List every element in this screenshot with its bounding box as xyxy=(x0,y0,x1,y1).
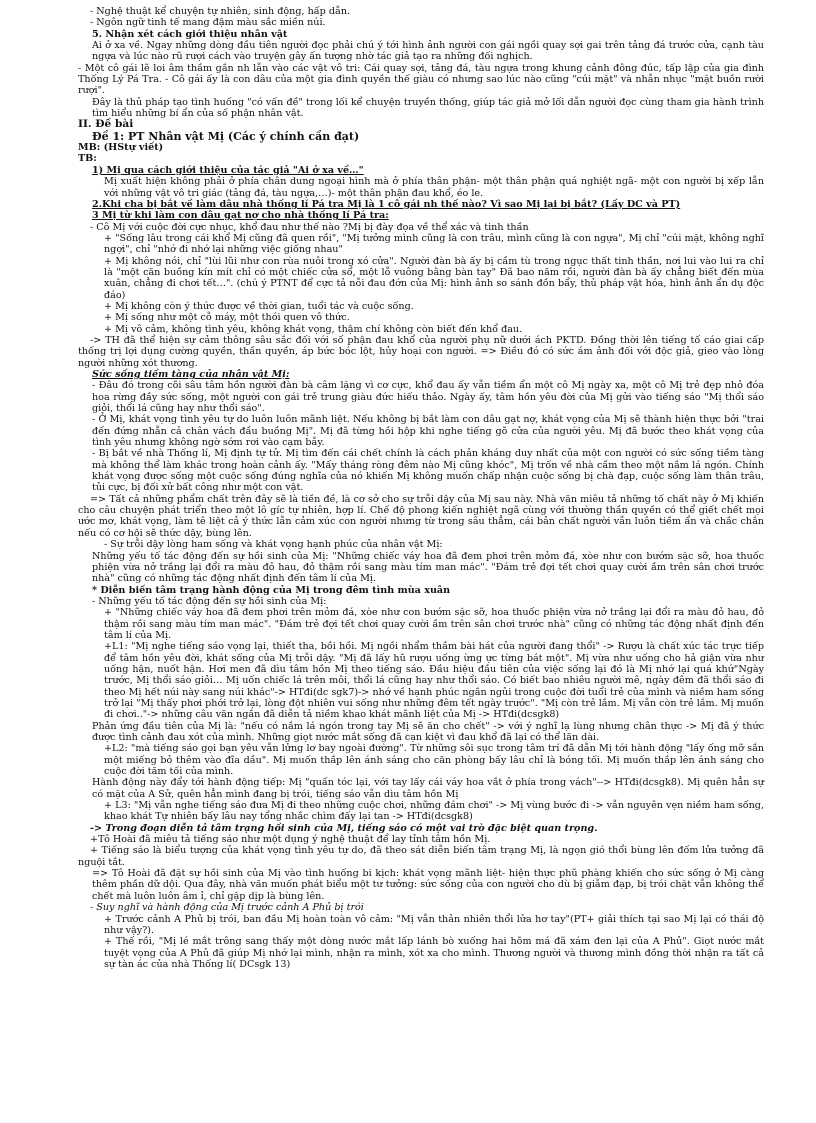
paragraph: - Sự trỗi dậy lòng ham sống và khát vọng hạnh phúc của nhân vật Mị: xyxy=(104,539,443,551)
paragraph: + Mị không còn ý thức được về thời gian, tuổi tác và cuộc sống. xyxy=(104,300,414,312)
paragraph: + Mị không nói, chỉ "lùi lũi như con rùa nuôi trong xó cửa". Người đàn bà ấy bị cầm tù trong ngục thất tinh thần, nơi lui vào lui ra chỉ là "một căn buồng kín mít chỉ có một chiếc cửa sổ, một lỗ vuông bằng bàn tay" Đã bao năm rồi, người đàn bà ấy chẳng biết đến mùa xuân, chẳng đi chơi tết…". (chú ý PTNT để cực tả nỗi đau đớn của Mị: hình ảnh so sánh đồn bẩy, thủ pháp vật hóa, hình ảnh ẩn dụ độc đáo) xyxy=(104,255,764,301)
paragraph: -> TH đã thể hiện sự cảm thông sâu sắc đối với số phận đau khổ của người phụ nữ dưới ách PKTD. Đồng thời lên tiếng tố cáo giai cấp thống trị lợi dụng cường quyền, thần quyền, áp bức bóc lột, hủy hoại con người. => Điều đó có sức ám ảnh đối với độc giả, gieo vào lòng người những xót thương. xyxy=(78,334,764,369)
paragraph: + Mị vô cảm, không tình yêu, không khát vọng, thậm chí không còn biết đến khổ đau. xyxy=(104,323,523,335)
paragraph: Đề 1: PT Nhân vật Mị (Các ý chính cần đạt) xyxy=(92,129,360,143)
paragraph: - Ngôn ngữ tinh tế mang đậm màu sắc miền núi. xyxy=(90,17,326,29)
paragraph: - Ở Mị, khát vọng tình yêu tự do luôn luôn mãnh liệt. Nếu không bị bắt làm con dâu gạt nợ, khát vọng của Mị sẽ thành hiện thực bởi "trai đến đứng nhẵn cả chân vách đầu buồng Mị". Mị đã từng hồi hộp khi nghe tiếng gõ cửa của người yêu. Mị đã bước theo khát vọng của tình yêu nhưng không ngờ sớm rơi vào cạm bẫy. xyxy=(92,414,764,449)
paragraph: - Bị bắt về nhà Thống lí, Mị định tự tử. Mị tìm đến cái chết chính là cách phản kháng duy nhất của một con người có sức sống tiềm tàng mà không thể làm khác trong hoàn cảnh ấy. "Mấy tháng ròng đêm nào Mị cũng khóc", Mị trốn về nhà cầm theo một nắm lá ngón. Chính khát vọng được sống một cuộc sống đúng nghĩa của nó khiến Mị không muốn chấp nhận cuộc sống bị chà đạp, cuộc sống làm thân trâu, tủi cực, bị đối xử bất công như một con vật. xyxy=(92,448,764,494)
paragraph: + Trước cảnh A Phủ bị trói, ban đầu Mị hoàn toàn vô cảm: "Mị vẫn thản nhiên thổi lửa hơ tay"(PT+ giải thích tại sao Mị lại có thái độ như vậy?). xyxy=(104,913,764,936)
paragraph: => Tất cả những phẩm chất trên đây sẽ là tiền đề, là cơ sở cho sự trỗi dậy của Mị sau này. Nhà văn miêu tả những tố chất này ở Mị khiến cho câu chuyện phát triển theo một lô gíc tự nhiên, hợp lí. Chế độ phong kiến nghiệt ngã cùng với thường thần quyền có thể giết chết mọi ước mơ, khát vọng, làm tê liệt cả ý thức lẫn cảm xúc con người nhưng từ trong sâu thẳm, cái bản chất người vẫn luôn tiềm ẩn và chắc chắn nếu có cơ hội sẽ thức dậy, bùng lên. xyxy=(78,493,764,539)
paragraph: -> Trong đoạn diễn tả tâm trạng hồi sinh của Mị, tiếng sáo có một vai trò đặc biệt quan trọng. xyxy=(90,822,598,834)
paragraph: - Một cô gái lẽ loi âm thầm gắn nh lẫn vào các vật vô tri: Cái quay sợi, tảng đá, tàu ngựa trong khung cảnh đông đúc, tấp lập của gia đình Thống Lý Pá Tra. - Cô gái ấy là con dâu của một gia đình quyền thế giàu có nhưng sao lúc nào cũng "cúi mặt" và nhẫn nhục "mặt buồn rười rượi". xyxy=(78,62,764,97)
paragraph: Đây là thủ pháp tạo tình huống "có vấn đề" trong lối kể chuyện truyền thống, giúp tác giả mở lối dẫn người đọc cùng tham gia hành trình tìm hiểu những bí ẩn của số phận nhân vật. xyxy=(92,96,764,120)
paragraph: +L1: "Mị nghe tiếng sáo vọng lại, thiết tha, bồi hồi. Mị ngồi nhẩm thầm bài hát của người đang thổi" -> Rượu là chất xúc tác trực tiếp để tâm hồn yêu đời, khát sống của Mị trỗi dậy. "Mị đã lấy hũ rượu uống ừng ực từng bát một". Mị vừa như uống cho hả giận vừa như uống hận, nuốt hận. Hơi men đã dìu tâm hồn Mị theo tiếng sáo. Đầu hiệu đầu tiên của việc sống lại đó là Mị nhớ lại quá khứ"Ngày trước, Mị thổi sáo giỏi… Mị uốn chiếc lá trên môi, thổi lá cũng hay như thổi sáo. Có biết bao nhiêu người mê, ngày đêm đã thổi sáo đi theo Mị hết núi này sang núi khác"-> HTđi(dc sgk7)-> nhớ về hạnh phúc ngắn ngủi trong cuộc đời tuổi trẻ của mình và niềm ham sống trở lại "Mị thấy phơi phới trở lại, lòng đột nhiên vui sống như những đêm tết ngày trước". "Mị còn trẻ lắm. Mị vẫn còn trẻ lắm. Mị muốn đi chơi.."-> những câu văn ngắn đã diễn tả niềm khao khát mãnh liệt của Mị -> HTđi(dcsgk8) xyxy=(104,641,764,721)
paragraph: - Những yếu tố tác động đến sự hồi sinh của Mị: xyxy=(92,595,327,607)
paragraph: - Cô Mị với cuộc đời cực nhục, khổ đau như thế nào ?Mị bị đày đọa về thể xác và tinh thần xyxy=(90,221,529,233)
paragraph: Ai ở xa về. Ngay những dòng đầu tiên người đọc phải chú ý tới hình ảnh người con gái ngồi quay sợi gai trên tảng đá trước cửa, cạnh tàu ngựa và lúc nào rũ rượi cách vào truyện gây ấn tượng nhờ tác giả tạo ra những đối nghịch. xyxy=(92,40,764,63)
paragraph: + Mị sống như một cỗ máy, một thói quen vô thức. xyxy=(104,312,350,324)
paragraph: Phản ứng đầu tiên của Mị là: "nếu có nắm lá ngón trong tay Mị sẽ ăn cho chết" -> với ý nghĩ lạ lùng nhưng chân thực -> Mị đã ý thức được tình cảnh đau xót của mình. Những giọt nước mắt sống đã cạn kiệt vì đau khổ đã lại có thể lăn dài. xyxy=(92,720,764,743)
paragraph: => Tô Hoài đã đặt sự hồi sinh của Mị vào tình huống bi kịch: khát vọng mãnh liệt- hiện thực phũ phàng khiến cho sức sống ở Mị càng thêm phần dữ dội. Qua đây, nhà văn muốn phát biểu một tư tưởng: sức sống của con người cho dù bị giẫm đạp, bị trói chặt vẫn không thể chết mà luôn luôn âm ỉ, chỉ gặp dịp là bùng lên. xyxy=(92,868,764,902)
paragraph: Sức sống tiềm tàng của nhân vật Mị: xyxy=(92,369,290,380)
paragraph: - Đâu đó trong cõi sâu tâm hồn người đàn bà câm lặng vì cơ cực, khổ đau ấy vẫn tiềm ẩn một cô Mị ngày xa, một cô Mị trẻ đẹp nhỏ đóa hoa rừng đầy sức sống, một người con gái trẻ trung giàu đức hiếu thảo. Ngày ấy, tâm hồn yêu đời của Mị gửi vào tiếng sáo "Mị thổi sáo giỏi, thổi lá cũng hay như thổi sáo". xyxy=(92,380,764,415)
paragraph: 5. Nhận xét cách giới thiệu nhân vật xyxy=(92,28,288,40)
paragraph: 1) Mị qua cách giới thiệu của tác giả "Ai ở xa về…" xyxy=(92,164,364,176)
paragraph: + L3: "Mị vẫn nghe tiếng sáo đưa Mị đi theo những cuộc chơi, những đám chơi" -> Mị vùng bước đi -> vẫn nguyên vẹn niềm ham sống, khao khát Tự nhiên bấy lâu nay tổng nhắc chìm đấy lại tan -> HTđi(dcsgk8) xyxy=(104,800,764,823)
paragraph: +L2: "mà tiếng sáo gọi bạn yêu vẫn lửng lơ bay ngoài đường". Từ những sôi sục trong tâm trí đã dẫn Mị tới hành động "lấy ống mỡ sắn một miếng bỏ thêm vào đĩa dầu". Mị muốn thắp lên ánh sáng cho căn phòng bấy lâu chỉ là bóng tối. Mị muốn thắp lên ánh sáng cho cuộc đời tăm tối của mình. xyxy=(104,743,764,778)
paragraph: Những yếu tố tác động đến sự hồi sinh của Mị: "Những chiếc váy hoa đã đem phơi trên mỏm đá, xòe như con bướm sặc sỡ, hoa thuốc phiện vừa nở trắng lại đổi ra màu đỏ hau, đỏ thậm rồi sang màu tím man mác". "Đám trẻ đợi tết chơi quay cười ầm trên sân chơi trước nhà" cũng có những tác động nhất định đến tâm lí của Mị. xyxy=(92,550,764,585)
paragraph: * Diễn biến tâm trạng hành động của Mị trong đêm tình mùa xuân xyxy=(92,584,451,596)
paragraph: 2.Khi cha bị bắt về làm dâu nhà thống lí Pá tra Mị là 1 cô gái nh thế nào? Vì sao Mị lại bị bắt? (Lấy DC và PT) xyxy=(92,198,681,210)
paragraph: + "Sống lâu trong cái khổ Mị cũng đã quen rồi", "Mị tưởng mình cũng là con trâu, mình cũng là con ngựa", Mị chỉ "cúi mặt, không nghĩ ngợi", chỉ "nhớ đi nhớ lại những việc giống nhau" xyxy=(104,232,764,256)
paragraph: + Tiếng sáo là biểu tượng của khát vọng tình yêu tự do, đã theo sát diễn biến tâm trạng Mị, là ngọn gió thổi bùng lên đốm lửa tưởng đã nguội tắt. xyxy=(78,845,764,868)
paragraph: +Tô Hoài đã miêu tả tiếng sáo như một dụng ý nghệ thuật để lay tỉnh tâm hồn Mị. xyxy=(90,834,491,846)
paragraph: + Thế rồi, "Mị lé mắt trông sang thấy một dòng nước mắt lấp lánh bò xuống hai hõm má đã xám đen lại của A Phủ". Giọt nước mắt tuyệt vọng của A Phủ đã giúp Mị nhớ lại mình, nhận ra mình, xót xa cho mình. Thương người và thương mình đồng thời nhận ra tất cả sự tàn ác của nhà Thống lí( DCsgk 13) xyxy=(104,936,764,970)
paragraph: - Suy nghĩ và hành động của Mị trước cảnh A Phủ bị trói xyxy=(90,902,364,914)
paragraph: 3 Mị từ khi làm con dâu gạt nợ cho nhà thống lí Pá tra: xyxy=(92,210,389,222)
paragraph: II. Đề bài xyxy=(78,118,134,131)
paragraph: TB: xyxy=(78,153,97,165)
paragraph: - Nghệ thuật kể chuyện tự nhiên, sinh động, hấp dẫn. xyxy=(90,6,351,17)
paragraph: + "Những chiếc váy hoa đã đem phơi trên mỏm đá, xòe như con bướm sặc sỡ, hoa thuốc phiện vừa nở trắng lại đổi ra màu đỏ hau, đỏ thậm rồi sang màu tím man mác". "Đám trẻ đợi tết chơi quay cười ầm trên sân chơi trước nhà" cũng có những tác động nhất định đến tâm lí của Mị. xyxy=(104,607,764,641)
paragraph: Hành động này đẩy tới hành động tiếp: Mị "quấn tóc lại, với tay lấy cái váy hoa vắt ở phía trong vách"--> HTđi(dcsgk8). Mị quên hẳn sự có mặt của A Sử, quên hẳn mình đang bị trói, tiếng sáo vẫn dìu tâm hồn Mị xyxy=(92,777,764,800)
paragraph: MB: (HStự viết) xyxy=(78,142,164,154)
document-page xyxy=(78,6,764,970)
paragraph: Mị xuất hiện không phải ở phía chân dung ngoại hình mà ở phía thân phận- một thân phận quá nghiệt ngã- một con người bị xếp lẫn với những vật vô tri giác (tảng đá, tàu ngựa,…)- một thân phận đau khổ, éo le. xyxy=(104,176,764,199)
